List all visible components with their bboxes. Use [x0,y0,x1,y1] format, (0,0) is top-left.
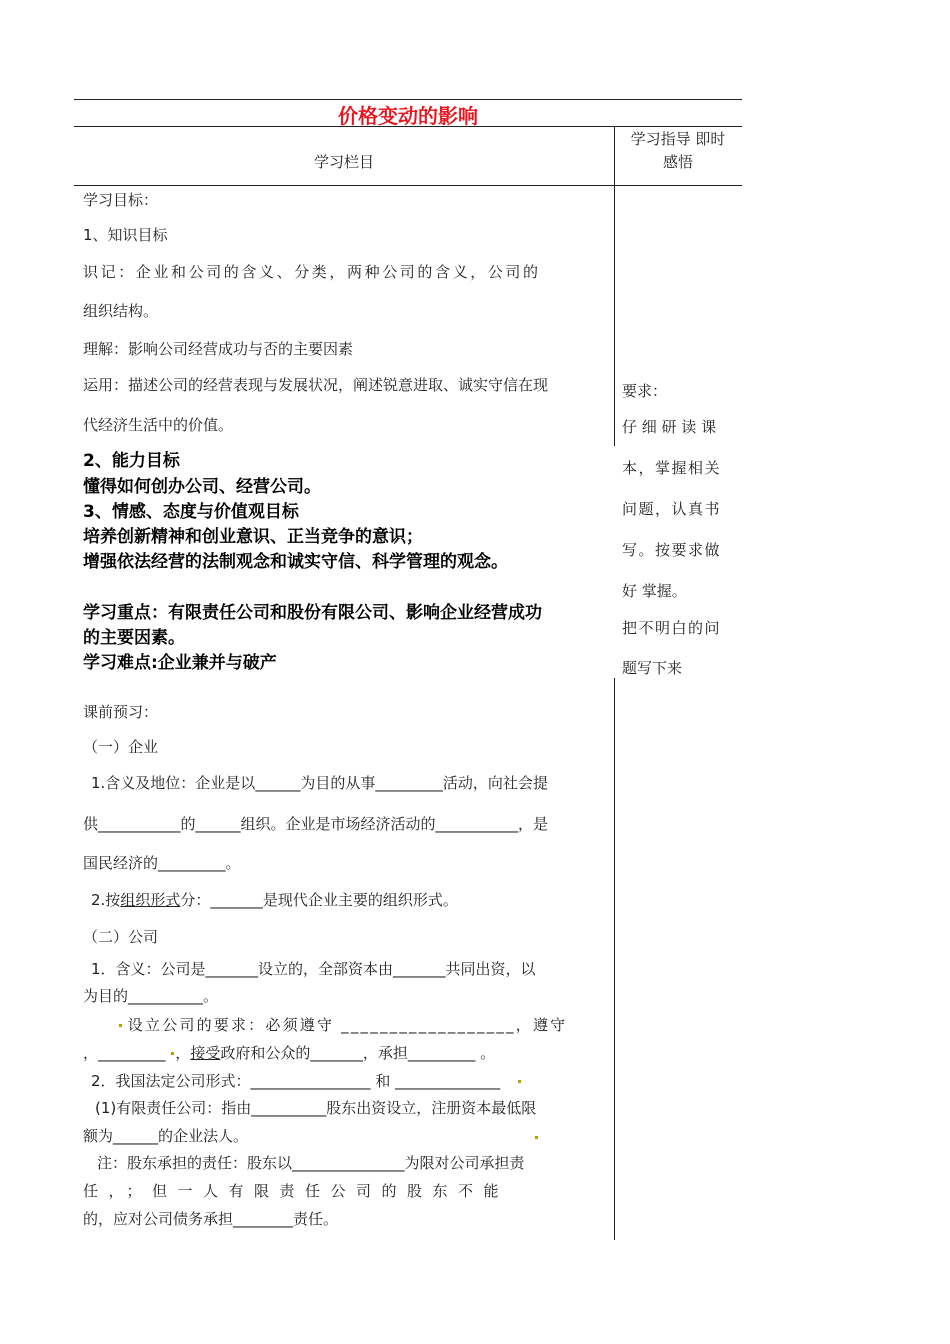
guidance-line-6: 好 掌握。 [622,582,687,600]
key-points-line-1: 学习重点：有限责任公司和股份有限公司、影响企业经营成功 [83,603,542,623]
company-line-2: 为目的__________。 [83,987,219,1005]
guidance-line-5: 写。按要求做 [622,541,722,559]
company-line-10: 的，应对公司债务承担________责任。 [83,1210,339,1228]
column-divider [614,126,615,446]
marker-dot [535,1136,538,1139]
ability-title: 2、能力目标 [83,451,180,471]
marker-dot [518,1080,521,1083]
ability-text: 懂得如何创办公司、经营公司。 [83,477,321,497]
section-enterprise-title: （一）企业 [83,738,159,756]
enterprise-line-1: 1.含义及地位：企业是以______为目的从事_________活动，向社会提 [91,774,548,792]
recall-line-1: 识记：企业和公司的含义、分类，两种公司的含义，公司的 [83,263,541,281]
company-line-1: 1．含义：公司是_______设立的，全部资本由_______共同出资，以 [91,960,536,978]
guidance-line-1: 要求： [622,382,668,400]
objectives-heading: 学习目标： [83,191,159,209]
emotion-text-1: 培养创新精神和创业意识、正当竞争的意识； [83,527,423,547]
marker-dot [171,1052,174,1055]
preview-heading: 课前预习： [83,703,159,721]
difficulty-line: 学习难点:企业兼并与破产 [83,653,277,673]
company-line-4: ，_________ ，接受政府和公众的_______，承担_________ 。 [83,1044,496,1062]
key-points-line-2: 的主要因素。 [83,628,185,648]
emotion-text-2: 增强依法经营的法制观念和诚实守信、科学管理的观念。 [83,552,508,572]
marker-dot [119,1024,122,1027]
page-title: 价格变动的影响 [338,104,478,128]
apply-line-1: 运用：描述公司的经营表现与发展状况，阐述锐意进取、诚实守信在现 [83,376,549,394]
company-line-6: (1)有限责任公司：指由__________股东出资设立，注册资本最低限 [95,1099,537,1117]
left-column-header: 学习栏目 [313,153,374,171]
company-line-3: 设立公司的要求：必须遵守 __________________，遵守 [118,1015,605,1035]
company-line-7: 额为______的企业法人。 [83,1127,249,1145]
guidance-line-2: 仔 细 研 读 课 [622,418,717,436]
guidance-line-8: 题写下来 [622,659,683,677]
recall-line-2: 组织结构。 [83,302,159,320]
company-line-9: 任，；但一人有限责任公司的股东不能 [83,1182,510,1200]
guidance-line-3: 本，掌握相关 [622,459,722,477]
company-line-8: 注：股东承担的责任：股东以_______________为限对公司承担责 [97,1154,525,1172]
understand-line: 理解：影响公司经营成功与否的主要因素 [83,340,354,358]
apply-line-2: 代经济生活中的价值。 [83,416,234,434]
knowledge-title: 1、知识目标 [83,226,168,244]
company-line-5: 2．我国法定公司形式：________________ 和 ______________ [91,1072,501,1090]
column-divider-lower [614,678,615,1240]
guidance-line-7: 把不明白的问 [622,619,722,637]
guidance-line-4: 问题，认真书 [622,500,722,518]
emotion-title: 3、情感、态度与价值观目标 [83,502,299,522]
right-column-header: 学习指导 即时 感悟 [630,130,726,171]
section-company-title: （二）公司 [83,928,159,946]
enterprise-line-2: 供___________的______组织。企业是市场经济活动的___________，是 [83,815,549,833]
enterprise-line-4: 2.按组织形式分：_______是现代企业主要的组织形式。 [91,891,458,909]
enterprise-line-3: 国民经济的_________。 [83,854,241,872]
header-rule [74,185,742,186]
